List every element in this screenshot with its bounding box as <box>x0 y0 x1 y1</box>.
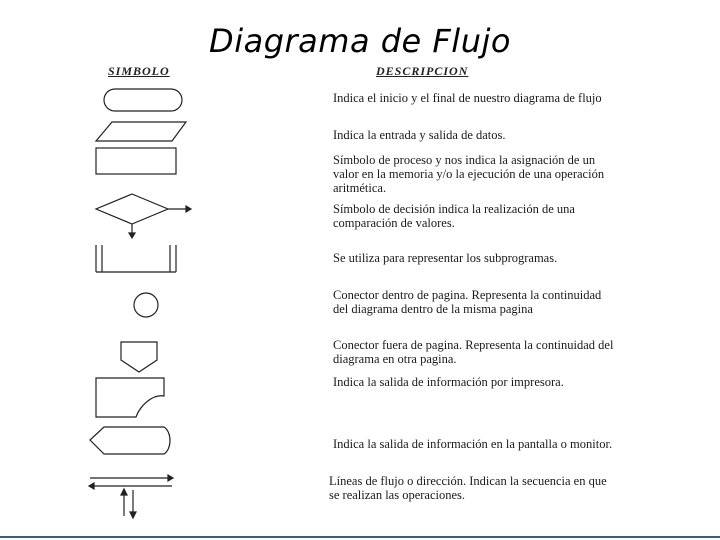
description-printer: Indica la salida de información por impresora. <box>333 375 564 389</box>
description-subprogram: Se utiliza para representar los subprogramas. <box>333 251 558 265</box>
off-page-connector-icon <box>121 342 157 372</box>
process-rectangle-icon <box>96 148 176 174</box>
description-off-page-connector: Conector fuera de pagina. Representa la continuidad del diagrama en otra pagina. <box>333 338 614 366</box>
description-connector: Conector dentro de pagina. Representa la continuidad del diagrama dentro de la misma pagina <box>333 288 602 316</box>
display-icon <box>90 427 170 454</box>
footer-divider <box>0 536 720 538</box>
subprogram-icon <box>96 245 176 272</box>
description-flow-lines: Líneas de flujo o dirección. Indican la secuencia en que se realizan las operaciones. <box>329 474 607 502</box>
symbol-column-header: SIMBOLO <box>108 64 170 78</box>
flow-arrows-icon <box>89 475 173 518</box>
description-input-output: Indica la entrada y salida de datos. <box>333 128 506 142</box>
page-title: Diagrama de Flujo <box>209 22 511 60</box>
description-column-header: DESCRIPCION <box>376 64 469 78</box>
parallelogram-io-icon <box>96 122 186 141</box>
terminal-oval-icon <box>104 89 182 111</box>
description-terminal: Indica el inicio y el final de nuestro diagrama de flujo <box>333 91 602 105</box>
description-decision: Símbolo de decisión indica la realización de una comparación de valores. <box>333 202 575 230</box>
description-display: Indica la salida de información en la pantalla o monitor. <box>333 437 613 451</box>
printer-document-icon <box>96 378 164 417</box>
description-process: Símbolo de proceso y nos indica la asignación de un valor en la memoria y/o la ejecución de una operación aritmética. <box>333 153 605 195</box>
decision-diamond-icon <box>96 194 191 238</box>
connector-circle-icon <box>134 293 158 317</box>
